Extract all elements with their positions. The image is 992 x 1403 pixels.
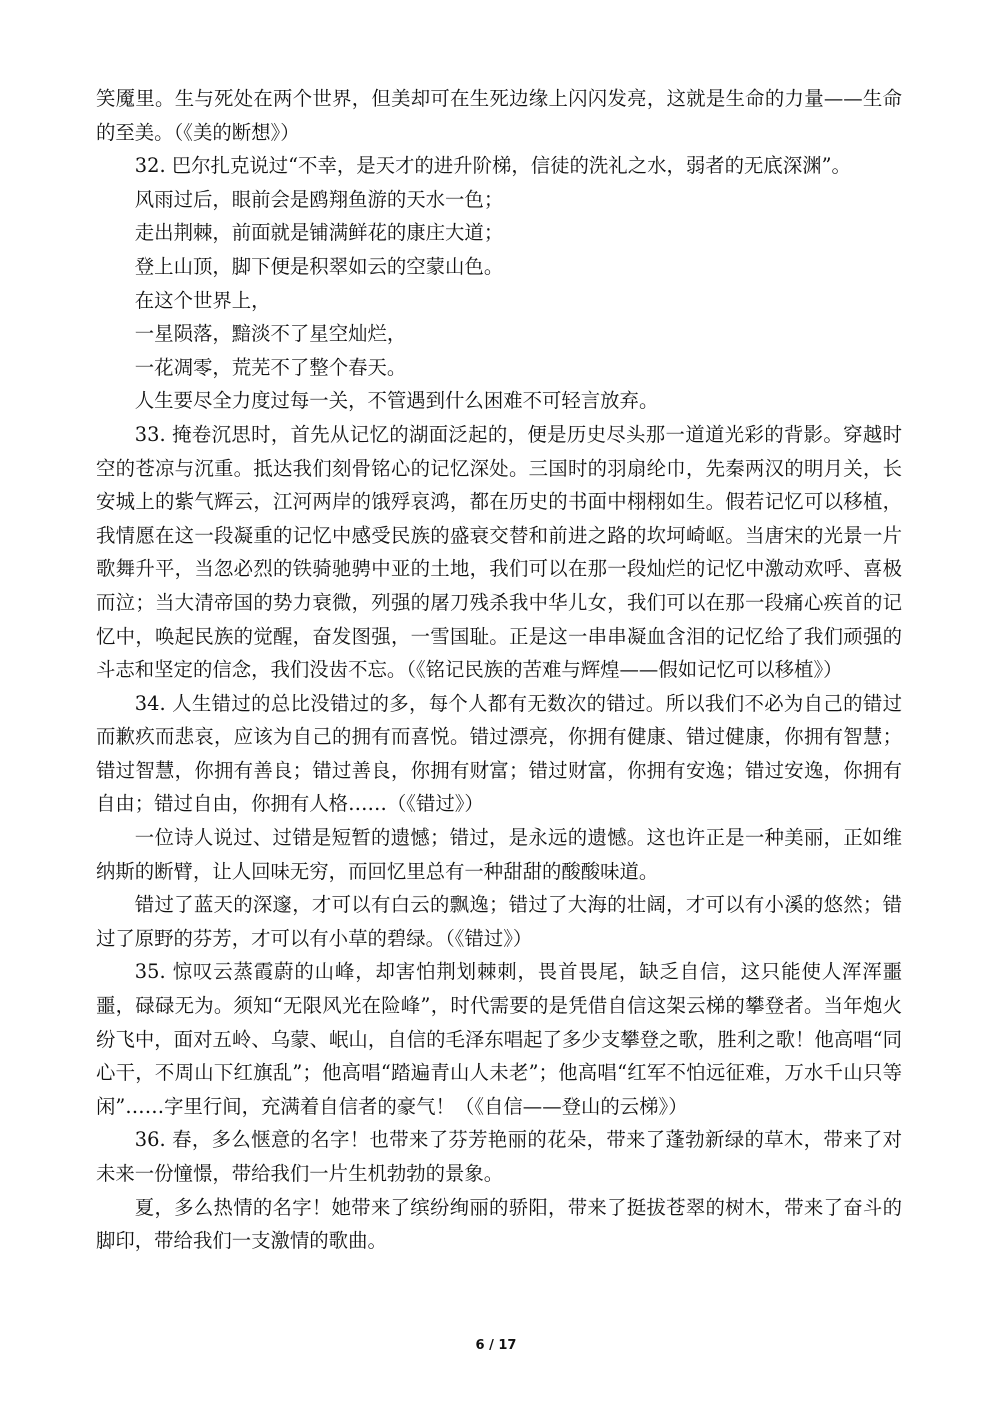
verse-line: 一星陨落，黯淡不了星空灿烂， (134, 322, 407, 346)
verse-line: 走出荆棘，前面就是铺满鲜花的康庄大道； (134, 221, 504, 245)
paragraph-33: 33. 掩卷沉思时，首先从记忆的湖面泛起的，便是历史尽头那一道道光彩的背影。穿越时空的苍凉与沉重。抵达我们刻骨铭心的记忆深处。三国时的羽扇纶巾，先秦两汉的明月关，长安城上的紫气辉云，江河两岸的饿殍哀鸿，都在历史的书面中栩栩如生。假若记忆可以移植，我情愿在这一段凝重的记忆中感受民族的盛衰交替和前进之路的坎坷崎岖。当唐宋的光景一片歌舞升平，当忽必烈的铁骑驰骋中亚的土地，我们可以在那一段灿烂的记忆中激动欢呼、喜极而泣；当大清帝国的势力衰微，列强的屠刀残杀我中华儿女，我们可以在那一段痛心疾首的记忆中，唤起民族的觉醒，奋发图强，一雪国耻。正是这一串串凝血含泪的记忆给了我们顽强的斗志和坚定的信念，我们没齿不忘。（《铭记民族的苦难与辉煌——假如记忆可以移植》） (96, 422, 902, 682)
verse-line: 风雨过后，眼前会是鸥翔鱼游的天水一色； (134, 187, 504, 211)
document-page (96, 82, 902, 1258)
paragraph-continuation: 笑魇里。生与死处在两个世界，但美却可在生死边缘上闪闪发亮，这就是生命的力量——生命的至美。（《美的断想》） (96, 87, 902, 144)
paragraph: 错过了蓝天的深邃，才可以有白云的飘逸；错过了大海的壮阔，才可以有小溪的悠然；错过了原野的芬芳，才可以有小草的碧绿。（《错过》） (96, 893, 902, 950)
paragraph: 一位诗人说过、过错是短暂的遗憾；错过，是永远的遗憾。这也许正是一种美丽，正如维纳斯的断臂，让人回味无穷，而回忆里总有一种甜甜的酸酸味道。 (96, 826, 902, 883)
paragraph-32: 32. 巴尔扎克说过“不幸，是天才的进升阶梯，信徒的洗礼之水，弱者的无底深渊”。 (134, 154, 851, 178)
page-number: 6 / 17 (475, 1338, 517, 1353)
verse-line: 在这个世界上， (134, 288, 271, 312)
paragraph-34: 34. 人生错过的总比没错过的多，每个人都有无数次的错过。所以我们不必为自己的错过而歉疚而悲哀，应该为自己的拥有而喜悦。错过漂亮，你拥有健康、错过健康，你拥有智慧；错过智慧，你拥有善良；错过善良，你拥有财富；错过财富，你拥有安逸；错过安逸，你拥有自由；错过自由，你拥有人格……（《错过》） (96, 691, 902, 816)
paragraph-35: 35. 惊叹云蒸霞蔚的山峰，却害怕荆划棘刺，畏首畏尾，缺乏自信，这只能使人浑浑噩噩，碌碌无为。须知“无限风光在险峰”，时代需要的是凭借自信这架云梯的攀登者。当年炮火纷飞中，面对五岭、乌蒙、岷山，自信的毛泽东唱起了多少支攀登之歌，胜利之歌！他高唱“同心干，不周山下红旗乱”；他高唱“踏遍青山人未老”；他高唱“红军不怕远征难，万水千山只等闲”……字里行间，充满着自信者的豪气！（《自信——登山的云梯》） (96, 960, 902, 1118)
paragraph-36: 36. 春，多么惬意的名字！也带来了芬芳艳丽的花朵，带来了蓬勃新绿的草木，带来了对未来一份憧憬，带给我们一片生机勃勃的景象。 (96, 1128, 902, 1185)
paragraph: 夏，多么热情的名字！她带来了缤纷绚丽的骄阳，带来了挺拔苍翠的树木，带来了奋斗的脚印，带给我们一支激情的歌曲。 (96, 1195, 902, 1253)
verse-line: 人生要尽全力度过每一关，不管遇到什么困难不可轻言放弃。 (134, 389, 659, 413)
verse-line: 一花凋零，荒芜不了整个春天。 (134, 355, 407, 379)
verse-line: 登上山顶，脚下便是积翠如云的空蒙山色。 (134, 254, 504, 278)
